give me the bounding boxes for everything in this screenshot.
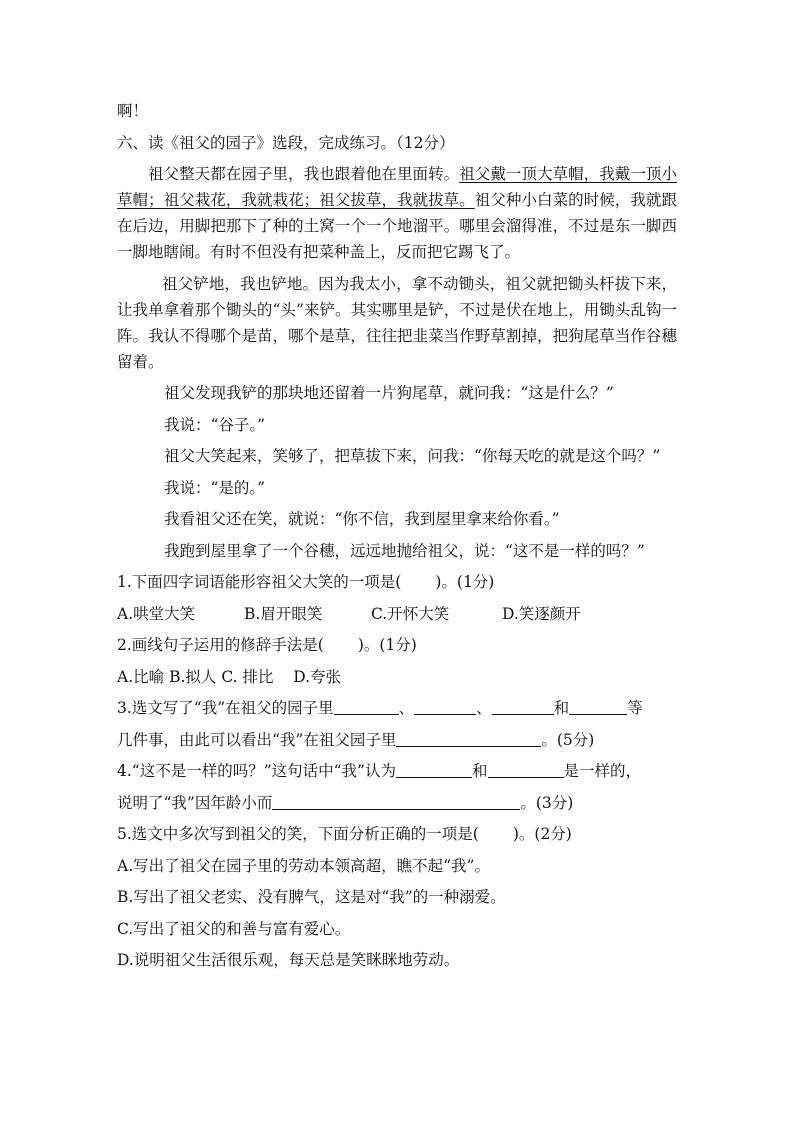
question-1-option-c[interactable]: C.开怀大笑 [371, 604, 450, 623]
question-3-blank-4[interactable] [569, 696, 627, 715]
question-4-blank-3[interactable] [272, 791, 520, 810]
dialogue-line-2: 我说：“谷子。” [164, 415, 266, 434]
question-3-line-2 [117, 727, 677, 753]
question-2-options [117, 664, 677, 690]
passage-p1-after: 祖父种小白菜的时候，我就跟在后边，用脚把那下了种的土窝一个一个地溜平。哪里会溜得准，不过是东一脚西一脚地瞎闹。有时不但没有把菜种盖上，反而把它踢飞了。 [117, 191, 677, 261]
question-2-option-a[interactable]: A.比喻 [117, 667, 165, 686]
question-3-text-2: 、 [398, 699, 415, 717]
question-3-blank-2[interactable] [414, 696, 476, 715]
dialogue-line-1: 祖父发现我铲的那块地还留着一片狗尾草，就问我：“这是什么？” [164, 384, 614, 402]
question-4-text-3: 是一样的， [563, 762, 642, 780]
question-5-option-a[interactable]: A.写出了祖父在园子里的劳动本领高超，瞧不起“我”。 [117, 856, 490, 875]
question-4-text-2: 和 [472, 762, 488, 780]
question-3-line-1 [117, 695, 677, 721]
question-3-text-5: 等 [627, 699, 643, 717]
question-1-option-b[interactable]: B.眉开眼笑 [244, 604, 323, 623]
dialogue-line-4: 我说：“是的。” [164, 478, 266, 497]
previous-text-fragment: 啊！ [117, 102, 149, 120]
dialogue-line-5: 我看祖父还在笑，就说：“你不信，我到屋里拿来给你看。” [164, 510, 560, 528]
question-1-stem-end: )。(1分) [435, 573, 495, 591]
passage-paragraph-2: 祖父铲地，我也铲地。因为我太小，拿不动锄头，祖父就把锄头杆拔下来，让我单拿着那个锄头的“头”来铲。其实哪里是铲，不过是伏在地上，用锄头乱钩一阵。我认不得哪个是苗，哪个是草，往往把韭菜当作野草割掉，把狗尾草当作谷穗留着。 [117, 274, 677, 371]
question-5-option-d[interactable]: D.说明祖父生活很乐观，每天总是笑眯眯地劳动。 [117, 951, 460, 969]
question-5-stem-end: )。(2分) [512, 825, 572, 843]
question-4-blank-2[interactable] [488, 759, 564, 778]
question-3-text-7: 。(5分) [541, 730, 595, 749]
question-4-line-2 [117, 790, 677, 816]
question-2-option-d[interactable]: D.夸张 [293, 667, 342, 686]
question-4-text-4: 说明了“我”因年龄小而 [117, 793, 273, 812]
question-3-text-3: 、 [476, 699, 492, 717]
question-4-line-1 [117, 758, 677, 784]
question-3-blank-5[interactable] [396, 728, 541, 747]
question-2-option-b[interactable]: B.拟人 [169, 667, 217, 686]
question-3-blank-1[interactable] [334, 696, 399, 715]
dialogue-line-6: 我跑到屋里拿了一个谷穗，远远地抛给祖父，说：“这不是一样的吗？” [164, 541, 645, 560]
question-5-option-c[interactable]: C.写出了祖父的和善与富有爱心。 [117, 919, 351, 938]
question-5-option-b[interactable]: B.写出了祖父老实、没有脾气，这是对“我”的一种溺爱。 [117, 888, 506, 906]
question-2-stem-start: 2.画线句子运用的修辞手法是( [117, 636, 324, 654]
section-heading: 六、读《祖父的园子》选段，完成练习。（12分） [117, 133, 455, 152]
question-4-text-1: 4.“这不是一样的吗？”这句话中“我”认为 [117, 762, 396, 780]
question-1-options [117, 601, 677, 627]
passage-p1-before: 祖父整天都在园子里，我也跟着他在里面转。 [148, 165, 460, 183]
question-3-text-1: 3.选文写了“我”在祖父的园子里 [117, 699, 334, 717]
dialogue-line-3: 祖父大笑起来，笑够了，把草拔下来，问我：“你每天吃的就是这个吗？” [164, 447, 661, 465]
question-2-option-c[interactable]: C. 排比 [221, 667, 274, 686]
question-1-option-d[interactable]: D.笑逐颜开 [502, 604, 581, 623]
question-3-text-4: 和 [553, 699, 570, 717]
question-3-text-6: 几件事，由此可以看出“我”在祖父园子里 [117, 730, 397, 749]
passage-paragraph-1 [117, 161, 677, 265]
underlined-sentence: 祖父戴一顶大草帽，我戴一顶小草帽；祖父栽花，我就栽花；祖父拔草，我就拔草。 [117, 165, 677, 209]
question-4-text-5: 。(3分) [520, 793, 574, 812]
worksheet-page [117, 98, 677, 979]
question-1-option-a[interactable]: A.哄堂大笑 [117, 604, 196, 623]
question-5-stem [117, 821, 677, 847]
question-4-blank-1[interactable] [396, 759, 472, 778]
question-1-stem [117, 569, 677, 595]
question-2-stem-end: )。(1分) [357, 636, 417, 654]
question-5-stem-start: 5.选文中多次写到祖父的笑，下面分析正确的一项是( [117, 825, 479, 843]
question-1-stem-start: 1.下面四字词语能形容祖父大笑的一项是( [117, 573, 402, 591]
question-3-blank-3[interactable] [492, 696, 554, 715]
question-2-stem [117, 632, 677, 658]
